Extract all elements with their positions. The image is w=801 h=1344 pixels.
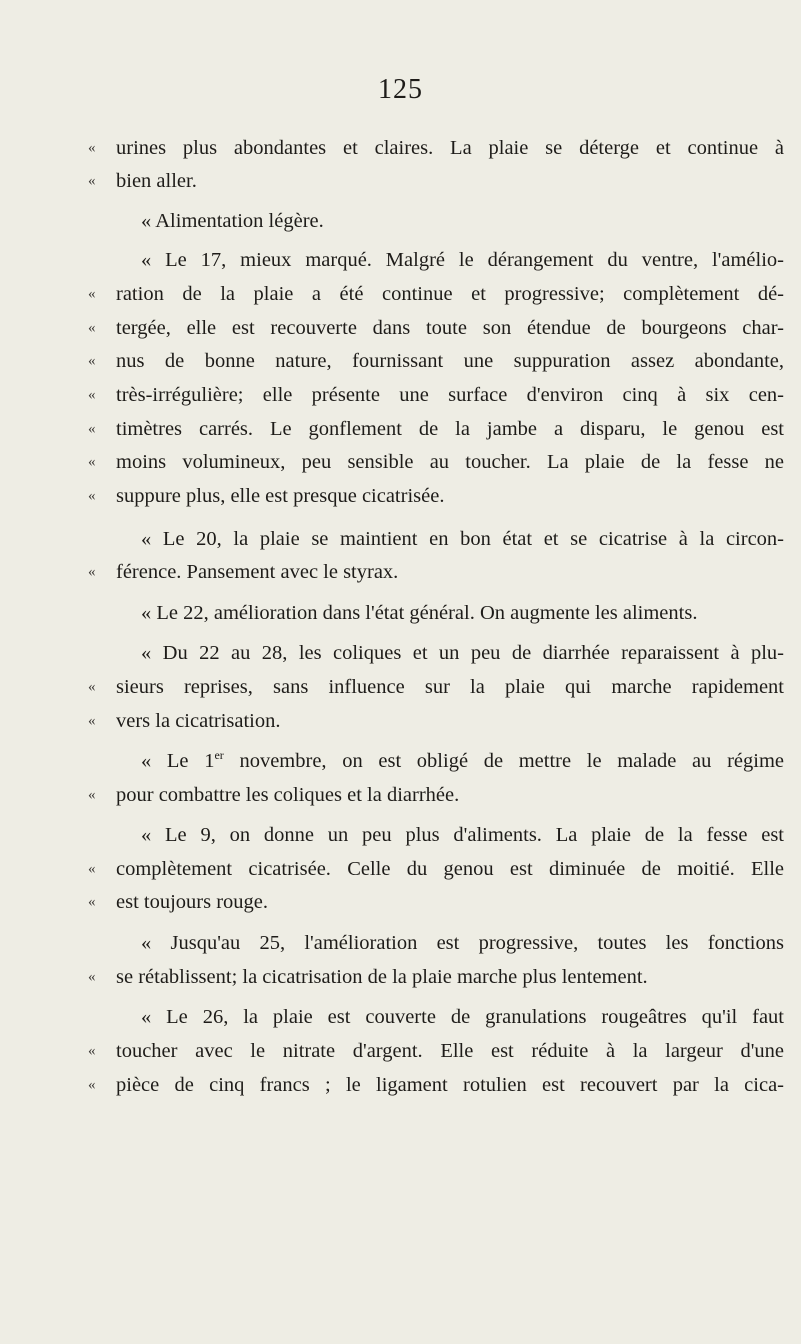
line-text: pour combattre les coliques et la diarrhée.	[116, 784, 460, 806]
line-text: férence. Pansement avec le styrax.	[116, 561, 399, 583]
ordinal-suffix: er	[214, 748, 224, 762]
line-text: « Le 26, la plaie est couverte de granulations rougeâtres qu'il faut	[141, 1006, 784, 1028]
line-text: urines plus abondantes et claires. La plaie se déterge et continue à	[116, 137, 784, 159]
line-text: bien aller.	[116, 170, 197, 192]
line-text	[141, 746, 784, 776]
quote-mark: «	[88, 173, 96, 189]
line-text: « Le 22, amélioration dans l'état général. On augmente les aliments.	[141, 602, 698, 624]
quote-mark: «	[88, 713, 96, 729]
line-text: « Alimentation légère.	[141, 210, 324, 232]
line-text: tergée, elle est recouverte dans toute son étendue de bourgeons char-	[116, 317, 784, 339]
quote-mark: «	[88, 787, 96, 803]
line-text: est toujours rouge.	[116, 891, 269, 913]
line-text-end: novembre, on est obligé de mettre le malade au régime	[223, 750, 784, 772]
quote-mark: «	[88, 969, 96, 985]
quote-mark: «	[88, 387, 96, 403]
quote-mark: «	[88, 894, 96, 910]
line-text: « Le 9, on donne un peu plus d'aliments. La plaie de la fesse est	[141, 824, 784, 846]
line-text: pièce de cinq francs ; le ligament rotulien est recouvert par la cica-	[116, 1074, 784, 1096]
page-number: 125	[378, 74, 423, 105]
line-text: suppure plus, elle est presque cicatrisée.	[116, 485, 445, 507]
line-text: « Le 17, mieux marqué. Malgré le dérangement du ventre, l'amélio-	[141, 249, 784, 271]
quote-mark: «	[88, 320, 96, 336]
quote-mark: «	[88, 140, 96, 156]
line-text: se rétablissent; la cicatrisation de la plaie marche plus lentement.	[116, 966, 648, 988]
line-text: complètement cicatrisée. Celle du genou est diminuée de moitié. Elle	[116, 858, 784, 880]
line-text: timètres carrés. Le gonflement de la jambe a disparu, le genou est	[116, 418, 784, 440]
line-text: moins volumineux, peu sensible au toucher. La plaie de la fesse ne	[116, 451, 784, 473]
quote-mark: «	[88, 1077, 96, 1093]
quote-mark: «	[88, 353, 96, 369]
quote-mark: «	[88, 564, 96, 580]
line-text: très-irrégulière; elle présente une surface d'environ cinq à six cen-	[116, 384, 784, 406]
line-text: sieurs reprises, sans influence sur la plaie qui marche rapidement	[116, 676, 784, 698]
line-text: toucher avec le nitrate d'argent. Elle est réduite à la largeur d'une	[116, 1040, 784, 1062]
quote-mark: «	[88, 286, 96, 302]
quote-mark: «	[88, 454, 96, 470]
line-text: ration de la plaie a été continue et progressive; complètement dé-	[116, 283, 784, 305]
quote-mark: «	[88, 488, 96, 504]
line-text-start: « Le 1	[141, 750, 215, 772]
line-text: « Le 20, la plaie se maintient en bon état et se cicatrise à la circon-	[141, 528, 784, 550]
line-text: « Jusqu'au 25, l'amélioration est progressive, toutes les fonctions	[141, 932, 784, 954]
quote-mark: «	[88, 679, 96, 695]
quote-mark: «	[88, 421, 96, 437]
quote-mark: «	[88, 1043, 96, 1059]
quote-mark: «	[88, 861, 96, 877]
line-text: « Du 22 au 28, les coliques et un peu de diarrhée reparaissent à plu-	[141, 642, 784, 664]
line-text: nus de bonne nature, fournissant une suppuration assez abondante,	[116, 350, 784, 372]
line-text: vers la cicatrisation.	[116, 710, 281, 732]
